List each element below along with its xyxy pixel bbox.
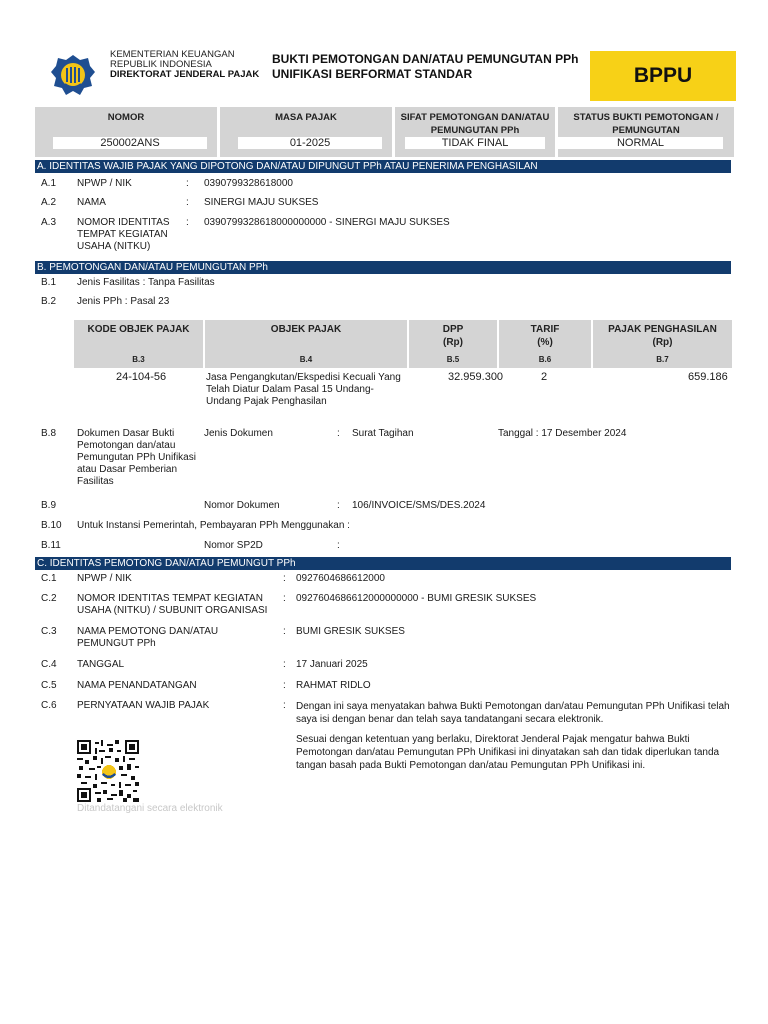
ministry-name	[110, 50, 259, 80]
row-pph: 659.186	[688, 371, 728, 383]
c2-label: NOMOR IDENTITAS TEMPAT KEGIATAN USAHA (NITKU) / SUBUNIT ORGANISASI	[77, 593, 268, 616]
signed-electronically-note: Ditandatangani secara elektronik	[77, 803, 223, 814]
a1-colon: :	[186, 178, 189, 189]
summary-masa-pajak	[220, 107, 392, 157]
row-objek: Jasa Pengangkutan/Ekspedisi Kecuali Yang Telah Diatur Dalam Pasal 15 Undang-Undang Pajak Penghasilan	[206, 372, 401, 407]
bppu-badge: BPPU	[590, 51, 736, 101]
section-c-title: C. IDENTITAS PEMOTONG DAN/ATAU PEMUNGUT PPh	[35, 557, 731, 570]
sifat-label	[395, 111, 555, 137]
section-b-title: B. PEMOTONGAN DAN/ATAU PEMUNGUTAN PPh	[35, 261, 731, 274]
col-dpp-label	[409, 323, 497, 349]
c3-value: BUMI GRESIK SUKSES	[296, 626, 405, 637]
summary-sifat	[395, 107, 555, 157]
b2-text: Jenis PPh : Pasal 23	[77, 296, 170, 307]
c6-label: PERNYATAAN WAJIB PAJAK	[77, 700, 210, 711]
row-dpp: 32.959.300	[448, 371, 504, 383]
a3-code: A.3	[41, 217, 57, 228]
c3-colon: :	[283, 626, 286, 637]
c1-value: 0927604686612000	[296, 573, 385, 584]
c4-label: TANGGAL	[77, 659, 125, 670]
col-tarif	[499, 320, 591, 368]
col-pph	[593, 320, 732, 368]
summary-status	[558, 107, 734, 157]
summary-table	[35, 107, 734, 157]
b8-colon: :	[337, 428, 340, 439]
a3-label: NOMOR IDENTITAS TEMPAT KEGIATAN USAHA (NITKU)	[77, 217, 170, 252]
document-title	[272, 52, 578, 82]
legal-note: Sesuai dengan ketentuan yang berlaku, Direktorat Jenderal Pajak mengatur bahwa Bukti Pemotongan dan/atau Pemungutan PPh Unifikasi ini dinyatakan sah dan tidak diperlukan tanda tangan basah pada Bukti Pemotongan dan/atau Pemungutan PPh Unifikasi ini.	[296, 734, 720, 771]
status-value: NORMAL	[558, 137, 723, 149]
b9-label: Nomor Dokumen	[204, 500, 280, 511]
c6-statement: Dengan ini saya menyatakan bahwa Bukti Pemotongan dan/atau Pemungutan PPh Unifikasi telah saya isi dengan benar dan telah saya tandatangani secara elektronik.	[296, 701, 730, 725]
b8-label: Dokumen Dasar Bukti Pemotongan dan/atau Pemungutan PPh Unifikasi atau Dasar Pemberian Fasilitas	[77, 428, 196, 487]
c4-value: 17 Januari 2025	[296, 659, 368, 670]
ministry-line-1: KEMENTERIAN KEUANGAN	[110, 49, 235, 60]
a1-label: NPWP / NIK	[77, 178, 132, 189]
sifat-label-1: SIFAT PEMOTONGAN DAN/ATAU	[400, 112, 550, 123]
b2-code: B.2	[41, 296, 57, 307]
c2-colon: :	[283, 593, 286, 604]
ministry-line-2: REPUBLIK INDONESIA	[110, 59, 212, 70]
c5-label: NAMA PENANDATANGAN	[77, 680, 197, 691]
c4-colon: :	[283, 659, 286, 670]
col-pph-label-1: PAJAK PENGHASILAN	[608, 324, 717, 335]
b11-label: Nomor SP2D	[204, 540, 263, 551]
sifat-label-2: PEMUNGUTAN PPh	[430, 125, 520, 136]
b9-code: B.9	[41, 500, 57, 511]
c1-colon: :	[283, 573, 286, 584]
c5-value: RAHMAT RIDLO	[296, 680, 371, 691]
col-tarif-label	[499, 323, 591, 349]
b8-jenis-value: Surat Tagihan	[352, 428, 414, 439]
col-pph-code: B.7	[656, 355, 669, 364]
col-pph-label	[593, 323, 732, 349]
a2-value: SINERGI MAJU SUKSES	[204, 197, 319, 208]
b11-colon: :	[337, 540, 340, 551]
b10-text: Untuk Instansi Pemerintah, Pembayaran PPh Menggunakan :	[77, 520, 350, 531]
b9-value: 106/INVOICE/SMS/DES.2024	[352, 500, 486, 511]
col-kode-code: B.3	[132, 355, 145, 364]
c2-value: 0927604686612000000000 - BUMI GRESIK SUKSES	[296, 593, 537, 604]
b1-code: B.1	[41, 277, 57, 288]
c6-code: C.6	[41, 700, 57, 711]
document-title-line-1: BUKTI PEMOTONGAN DAN/ATAU PEMUNGUTAN PPh	[272, 52, 579, 66]
c4-code: C.4	[41, 659, 57, 670]
sifat-value: TIDAK FINAL	[405, 137, 545, 149]
nomor-label: NOMOR	[107, 112, 145, 123]
a1-value: 0390799328618000	[204, 178, 293, 189]
b11-code: B.11	[41, 540, 61, 551]
tax-object-table-header	[74, 320, 732, 368]
c1-label: NPWP / NIK	[77, 573, 132, 584]
col-tarif-label-2: (%)	[537, 337, 553, 348]
col-kode-label: KODE OBJEK PAJAK	[87, 324, 190, 335]
a3-value: 0390799328618000000000 - SINERGI MAJU SUKSES	[204, 217, 450, 228]
status-label-1: STATUS BUKTI PEMOTONGAN /	[573, 112, 719, 123]
masa-pajak-value: 01-2025	[238, 137, 382, 149]
qr-code-icon	[77, 740, 139, 802]
col-dpp-label-2: (Rp)	[443, 337, 463, 348]
c3-label: NAMA PEMOTONG DAN/ATAU PEMUNGUT PPh	[77, 626, 219, 649]
col-dpp-label-1: DPP	[442, 324, 464, 335]
b8-code: B.8	[41, 428, 57, 439]
status-label	[558, 111, 734, 137]
status-label-2: PEMUNGUTAN	[612, 125, 680, 136]
row-tarif: 2	[541, 371, 548, 383]
b8-jenis-label: Jenis Dokumen	[204, 428, 273, 439]
c3-code: C.3	[41, 626, 57, 637]
c1-code: C.1	[41, 573, 57, 584]
masa-pajak-label: MASA PAJAK	[275, 112, 337, 123]
a2-colon: :	[186, 197, 189, 208]
b9-colon: :	[337, 500, 340, 511]
nomor-value: 250002ANS	[53, 137, 207, 149]
col-objek-pajak	[205, 320, 407, 368]
col-tarif-label-1: TARIF	[530, 324, 560, 335]
a2-code: A.2	[41, 197, 57, 208]
a1-code: A.1	[41, 178, 57, 189]
section-a-title: A. IDENTITAS WAJIB PAJAK YANG DIPOTONG DAN/ATAU DIPUNGUT PPh ATAU PENERIMA PENGHASILAN	[35, 160, 731, 173]
c5-code: C.5	[41, 680, 57, 691]
col-tarif-code: B.6	[538, 355, 552, 364]
c2-code: C.2	[41, 593, 57, 604]
b8-tanggal: Tanggal : 17 Desember 2024	[498, 428, 627, 439]
ministry-line-3: DIREKTORAT JENDERAL PAJAK	[110, 69, 260, 80]
summary-nomor	[35, 107, 217, 157]
col-dpp	[409, 320, 497, 368]
col-objek-label: OBJEK PAJAK	[270, 324, 342, 335]
a2-label: NAMA	[77, 197, 106, 208]
row-kode: 24-104-56	[116, 371, 167, 383]
b1-text: Jenis Fasilitas : Tanpa Fasilitas	[77, 277, 215, 288]
b10-code: B.10	[41, 520, 62, 531]
document-title-line-2: UNIFIKASI BERFORMAT STANDAR	[272, 67, 473, 81]
c5-colon: :	[283, 680, 286, 691]
ministry-emblem-icon	[50, 54, 96, 96]
a3-colon: :	[186, 217, 189, 228]
col-dpp-code: B.5	[446, 355, 460, 364]
c6-colon: :	[283, 700, 286, 711]
col-pph-label-2: (Rp)	[652, 337, 673, 348]
col-kode-objek	[74, 320, 203, 368]
col-objek-code: B.4	[299, 355, 313, 364]
